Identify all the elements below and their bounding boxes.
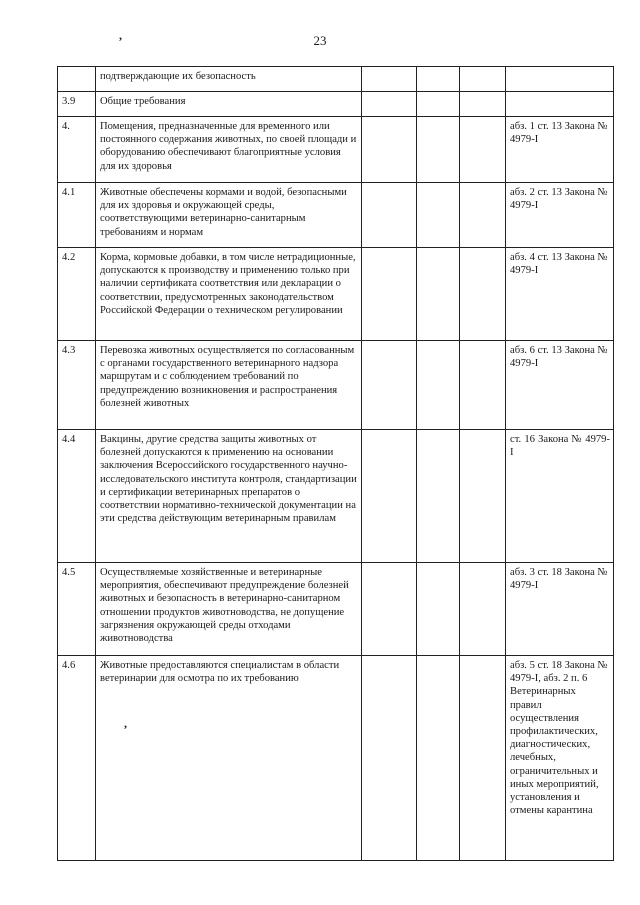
empty-cell [362,67,417,92]
empty-cell [417,563,460,656]
ink-mark: , [119,28,122,42]
empty-cell [460,656,506,861]
requirement-text: Корма, кормовые добавки, в том числе нетрадиционные, допускаются к производству и применению только при наличии сертификата соответствия или декларации о соответствии, предусмотренных законодательством Российской Федерации о техническом регулировании [96,248,362,341]
legal-basis: абз. 4 ст. 13 Закона № 4979-I [506,248,614,341]
requirement-text: Перевозка животных осуществляется по согласованным с органами государственного ветеринарного надзора маршрутам и с соблюдением требований по предупреждению возникновения и распространения болезней животных [96,341,362,430]
empty-cell [460,248,506,341]
table-row [58,341,614,430]
table-row [58,183,614,248]
legal-basis [506,92,614,117]
empty-cell [417,430,460,563]
row-number: 3.9 [58,92,96,117]
legal-basis [506,67,614,92]
row-number: 4. [58,117,96,183]
row-number: 4.2 [58,248,96,341]
empty-cell [362,248,417,341]
empty-cell [417,117,460,183]
ink-mark: , [124,716,127,730]
table-row [58,563,614,656]
requirement-text: Вакцины, другие средства защиты животных от болезней допускаются к применению на основании заключения Всероссийского государственного научно-исследовательского института контроля, стандартизации и сертификации ветеринарных препаратов о соответствии нормативно-технической документации на эти средства действующим ветеринарным правилам [96,430,362,563]
requirement-text: Животные предоставляются специалистам в области ветеринарии для осмотра по их требованию [96,656,362,861]
requirement-text: Общие требования [96,92,362,117]
empty-cell [362,92,417,117]
empty-cell [417,183,460,248]
legal-basis: абз. 2 ст. 13 Закона № 4979-I [506,183,614,248]
empty-cell [460,430,506,563]
row-number: 4.3 [58,341,96,430]
table-row [58,430,614,563]
row-number: 4.4 [58,430,96,563]
legal-basis: абз. 6 ст. 13 Закона № 4979-I [506,341,614,430]
empty-cell [460,117,506,183]
empty-cell [460,563,506,656]
table-row [58,92,614,117]
legal-basis: абз. 1 ст. 13 Закона № 4979-I [506,117,614,183]
empty-cell [362,430,417,563]
legal-basis: абз. 3 ст. 18 Закона № 4979-I [506,563,614,656]
empty-cell [362,117,417,183]
empty-cell [417,656,460,861]
row-number: 4.5 [58,563,96,656]
empty-cell [417,341,460,430]
empty-cell [417,92,460,117]
legal-basis: ст. 16 Закона № 4979-I [506,430,614,563]
requirement-text: подтверждающие их безопасность [96,67,362,92]
requirement-text: Помещения, предназначенные для временного или постоянного содержания животных, по своей площади и оборудованию обеспечивают благоприятные условия для их здоровья [96,117,362,183]
empty-cell [362,183,417,248]
row-number: 4.1 [58,183,96,248]
requirements-table [57,66,614,861]
page-number: 23 [313,33,327,48]
legal-basis: абз. 5 ст. 18 Закона № 4979-I, абз. 2 п. 6 Ветеринарных правил осуществления профилактических, диагностических, лечебных, ограничительных и иных мероприятий, установления и отмены карантина [506,656,614,861]
empty-cell [417,67,460,92]
table-row [58,656,614,861]
empty-cell [362,563,417,656]
empty-cell [417,248,460,341]
empty-cell [460,183,506,248]
empty-cell [460,92,506,117]
table-row [58,117,614,183]
empty-cell [460,341,506,430]
requirement-text: Осуществляемые хозяйственные и ветеринарные мероприятия, обеспечивают предупреждение болезней животных и безопасность в ветеринарно-санитарном отношении продуктов животноводства, не допущение загрязнения окружающей среды отходами животноводства [96,563,362,656]
row-number: 4.6 [58,656,96,861]
row-number [58,67,96,92]
empty-cell [460,67,506,92]
table-row [58,67,614,92]
requirement-text: Животные обеспечены кормами и водой, безопасными для их здоровья и окружающей среды, соответствующими ветеринарно-санитарным требованиям и нормам [96,183,362,248]
table-row [58,248,614,341]
empty-cell [362,656,417,861]
empty-cell [362,341,417,430]
